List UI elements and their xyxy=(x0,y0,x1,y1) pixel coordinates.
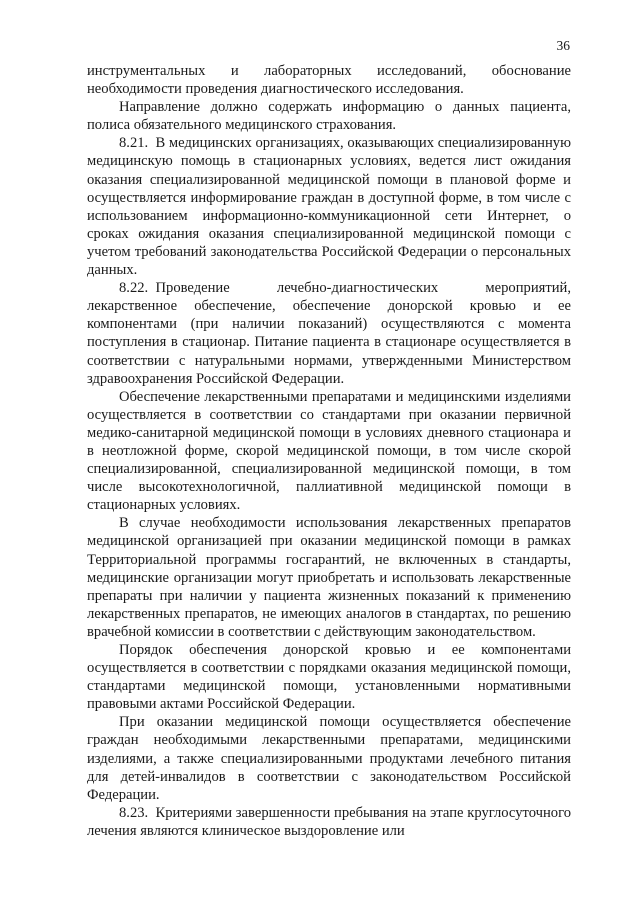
page-number: 36 xyxy=(556,38,570,53)
paragraph-8-23: 8.23. Критериями завершенности пребывания на этапе круглосуточного лечения являются клиническое выздоровление или xyxy=(87,804,571,839)
paragraph-referral-info: Направление должно содержать информацию о данных пациента, полиса обязательного медицинского страхования. xyxy=(87,99,571,134)
paragraph-8-22: 8.22. Проведение лечебно-диагностических мероприятий, лекарственное обеспечение, обеспечение донорской кровью и ее компонентами (при наличии показаний) осуществляются с момента поступления в стационар. Питание пациента в стационаре осуществляется в соответствии с натуральными нормами, утвержденными Министерством здравоохранения Российской Федерации. xyxy=(87,280,571,387)
document-body xyxy=(87,62,571,840)
paragraph-drug-supply: Обеспечение лекарственными препаратами и медицинскими изделиями осуществляется в соответствии со стандартами при оказании первичной медико-санитарной медицинской помощи в условиях дневного стационара и в неотложной форме, скорой медицинской помощи, в том числе скорой специализированной, специализированной медицинской помощи, в том числе высокотехнологичной, паллиативной медицинской помощи в стационарных условиях. xyxy=(87,388,571,514)
paragraph-donor-blood: Порядок обеспечения донорской кровью и ее компонентами осуществляется в соответствии с порядками оказания медицинской помощи, стандартами медицинской помощи, установленными нормативными правовыми актами Российской Федерации. xyxy=(87,642,571,713)
paragraph-non-standard-drugs: В случае необходимости использования лекарственных препаратов медицинской организацией при оказании медицинской помощи в рамках Территориальной программы госгарантий, не включенных в стандарты, медицинские организации могут приобретать и использовать лекарственные препараты при наличии у пациента жизненных показаний к применению лекарственных препаратов, не имеющих аналогов в стандартах, по решению врачебной комиссии в соответствии с действующим законодательством. xyxy=(87,515,571,640)
paragraph-continued: инструментальных и лабораторных исследований, обоснование необходимости проведения диагностического исследования. xyxy=(87,63,571,98)
paragraph-disabled-children: При оказании медицинской помощи осуществляется обеспечение граждан необходимыми лекарственными препаратами, медицинскими изделиями, а также специализированными продуктами лечебного питания для детей-инвалидов в соответствии с законодательством Российской Федерации. xyxy=(87,714,571,803)
paragraph-8-21: 8.21. В медицинских организациях, оказывающих специализированную медицинскую помощь в стационарных условиях, ведется лист ожидания оказания специализированной медицинской помощи в плановой форме и осуществляется информирование граждан в доступной форме, в том числе с использованием информационно-коммуникационной сети Интернет, о сроках ожидания оказания специализированной медицинской помощи с учетом требований законодательства Российской Федерации о персональных данных. xyxy=(87,135,571,279)
